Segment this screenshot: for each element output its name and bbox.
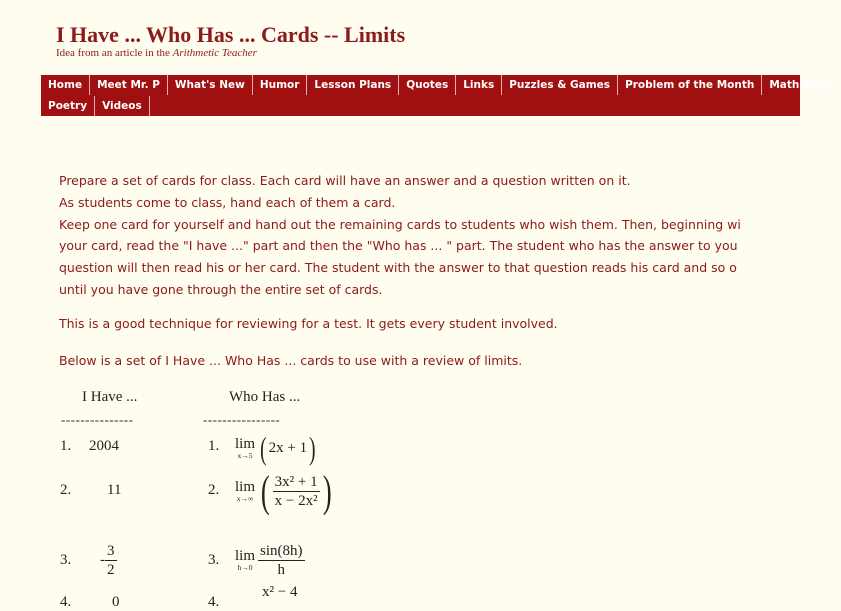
intro-paragraph (59, 170, 800, 301)
nav-lesson-plans[interactable]: Lesson Plans (307, 75, 399, 95)
nav-quotes[interactable]: Quotes (399, 75, 456, 95)
nav-row-1 (41, 75, 841, 95)
fraction (273, 473, 320, 510)
fraction (258, 542, 305, 579)
limit-operator (235, 437, 255, 460)
denominator: h (277, 562, 286, 578)
lim-subscript: x→5 (237, 451, 253, 460)
col-head-who-has: Who Has ... (229, 389, 301, 405)
nav-math-facts[interactable]: Math Facts (769, 79, 835, 91)
denominator: 2 (107, 562, 115, 578)
nav-links[interactable]: Links (456, 75, 502, 95)
answer-value: 0 (112, 594, 120, 610)
nav-meet-mr-p[interactable]: Meet Mr. P (90, 75, 168, 95)
row-number: 4. (60, 594, 72, 610)
answer-value: 11 (107, 482, 122, 498)
dash-rule: --------------- (61, 412, 134, 427)
row-number: 2. (208, 482, 220, 498)
subtitle-prefix: Idea from an article in the (56, 47, 173, 59)
row-number: 4. (208, 594, 220, 610)
page-subtitle (56, 47, 257, 59)
dash-rule: ---------------- (203, 412, 281, 427)
denominator: x − 2x² (274, 493, 318, 509)
paren: ) (322, 467, 332, 516)
lim-word: lim (235, 436, 256, 452)
question-expression (235, 466, 334, 517)
row-number: 1. (208, 438, 220, 454)
intro-line: Keep one card for yourself and hand out the remaining cards to students who wish them. Then, beginning wi (59, 216, 741, 232)
row-number: 2. (60, 482, 72, 498)
paren: ( (260, 467, 270, 516)
nav-humor[interactable]: Humor (253, 75, 308, 95)
row-number: 3. (60, 552, 72, 568)
lim-subscript: x→∞ (236, 494, 254, 503)
question-expression: x² − 4 (262, 584, 298, 600)
lim-word: lim (235, 548, 256, 564)
numerator: sin(8h) (260, 543, 303, 559)
lim-word: lim (235, 479, 256, 495)
subtitle-journal: Arithmetic Teacher (172, 47, 257, 59)
intro-line: question will then read his or her card. The student with the answer to that question reads his card and so o (59, 260, 737, 276)
page-title: I Have ... Who Has ... Cards -- Limits (56, 22, 406, 47)
intro-line: As students come to class, hand each of them a card. (59, 194, 396, 210)
limit-operator (235, 549, 255, 572)
intro-line: until you have gone through the entire set of cards. (59, 281, 383, 297)
nav-row-2 (41, 96, 150, 116)
question-expression (235, 542, 305, 579)
limit-operator (235, 480, 255, 503)
below-text: Below is a set of I Have ... Who Has ... cards to use with a review of limits. (59, 353, 523, 368)
answer-value: 2004 (89, 438, 119, 454)
answer-value (100, 542, 117, 579)
intro-line: your card, read the "I have ..." part and then the "Who has ... " part. The student who has the answer to you (59, 238, 738, 254)
col-head-i-have: I Have ... (82, 389, 138, 405)
lim-subscript: h→0 (237, 563, 253, 572)
nav-poetry[interactable]: Poetry (41, 96, 95, 116)
answer-sign: - (100, 552, 105, 568)
nav-videos[interactable]: Videos (95, 96, 150, 116)
row-number: 3. (208, 552, 220, 568)
numerator: 3x² + 1 (274, 474, 318, 490)
technique-text: This is a good technique for reviewing for a test. It gets every student involved. (59, 316, 558, 331)
expr-text: 2x + 1 (268, 439, 308, 456)
nav-bar (41, 75, 835, 116)
nav-puzzles-games[interactable]: Puzzles & Games (502, 75, 618, 95)
question-expression (235, 430, 318, 467)
nav-whats-new[interactable]: What's New (168, 75, 253, 95)
row-number: 1. (60, 438, 72, 454)
paren: ) (309, 430, 316, 466)
answer-fraction (105, 542, 117, 579)
nav-problem-of-the-month[interactable]: Problem of the Month (618, 75, 762, 95)
nav-home[interactable]: Home (41, 75, 90, 95)
numerator: 3 (107, 543, 115, 559)
paren: ( (260, 430, 267, 466)
intro-line: Prepare a set of cards for class. Each card will have an answer and a question written on it. (59, 173, 631, 188)
